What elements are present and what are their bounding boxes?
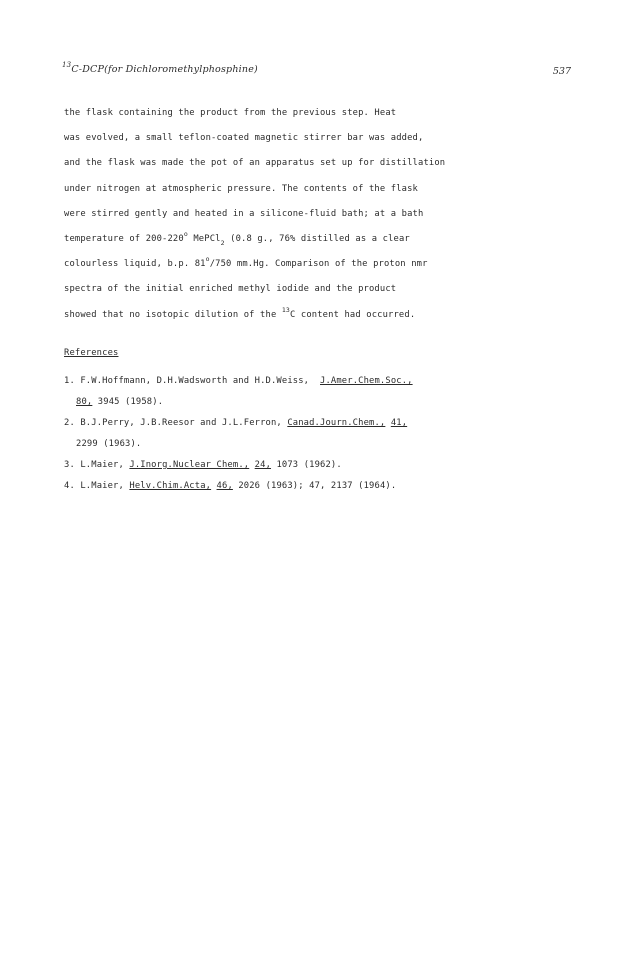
degree-mark: o bbox=[205, 255, 210, 264]
body-text-segment: MePCl bbox=[187, 233, 221, 244]
running-head-superscript: 13 bbox=[62, 61, 72, 69]
reference-journal: J.Amer.Chem.Soc., bbox=[320, 376, 413, 386]
reference-pages-year: 1073 (1962). bbox=[276, 460, 342, 470]
reference-continuation bbox=[64, 434, 574, 455]
reference-journal: Canad.Journ.Chem., bbox=[287, 418, 386, 428]
reference-pages-year: 2299 (1963). bbox=[76, 439, 142, 449]
body-text-segment: temperature of 200-220 bbox=[64, 233, 184, 244]
body-text-segment: /750 mm.Hg. Comparison of the proton nmr bbox=[209, 259, 428, 270]
reference-volume: 46, bbox=[216, 481, 233, 491]
body-line bbox=[64, 252, 564, 277]
running-head-title: C-DCP(for Dichloromethylphosphine) bbox=[71, 64, 258, 76]
body-line bbox=[64, 227, 564, 252]
references-list bbox=[64, 371, 574, 497]
body-text-segment: colourless liquid, b.p. 81 bbox=[64, 259, 206, 270]
reference-authors: F.W.Hoffmann, D.H.Wadsworth and H.D.Weiss, bbox=[80, 376, 310, 386]
reference-item bbox=[64, 413, 574, 455]
reference-authors: L.Maier, bbox=[80, 481, 124, 491]
reference-number: 1. bbox=[64, 376, 75, 386]
body-line bbox=[64, 303, 564, 328]
page-number: 537 bbox=[552, 66, 571, 77]
body-line: and the flask was made the pot of an apparatus set up for distillation bbox=[64, 158, 446, 169]
reference-number: 4. bbox=[64, 481, 75, 491]
reference-authors: L.Maier, bbox=[80, 460, 124, 470]
reference-volume: 80, bbox=[76, 397, 93, 407]
body-line: under nitrogen at atmospheric pressure. The contents of the flask bbox=[64, 183, 419, 194]
reference-volume: 24, bbox=[254, 460, 272, 470]
reference-journal: J.Inorg.Nuclear Chem., bbox=[129, 460, 250, 470]
body-text-segment: showed that no isotopic dilution of the bbox=[64, 309, 282, 320]
reference-pages-year: 3945 (1958). bbox=[97, 397, 164, 407]
reference-continuation bbox=[64, 392, 574, 413]
references-heading: References bbox=[64, 348, 119, 358]
degree-mark: o bbox=[183, 230, 188, 239]
body-text-segment: (0.8 g., 76% distilled as a clear bbox=[224, 233, 410, 244]
body-line: spectra of the initial enriched methyl iodide and the product bbox=[64, 284, 397, 295]
reference-journal: Helv.Chim.Acta, bbox=[129, 481, 212, 491]
running-head bbox=[62, 62, 258, 75]
body-paragraph bbox=[64, 101, 564, 328]
reference-number: 3. bbox=[64, 460, 75, 470]
body-line: the flask containing the product from the previous step. Heat bbox=[64, 108, 397, 118]
body-line: was evolved, a small teflon-coated magnetic stirrer bar was added, bbox=[64, 133, 424, 144]
reference-pages-year: 2026 (1963); 47, 2137 (1964). bbox=[238, 481, 397, 491]
reference-item bbox=[64, 371, 574, 413]
reference-item bbox=[64, 455, 574, 476]
body-text-segment: C content had occurred. bbox=[290, 309, 416, 320]
isotope-superscript: 13 bbox=[281, 305, 290, 314]
reference-volume: 41, bbox=[390, 418, 408, 428]
subscript: 2 bbox=[220, 238, 225, 247]
body-line: were stirred gently and heated in a silicone-fluid bath; at a bath bbox=[64, 208, 424, 219]
reference-item bbox=[64, 476, 574, 497]
reference-number: 2. bbox=[64, 418, 75, 428]
reference-authors: B.J.Perry, J.B.Reesor and J.L.Ferron, bbox=[80, 418, 282, 428]
